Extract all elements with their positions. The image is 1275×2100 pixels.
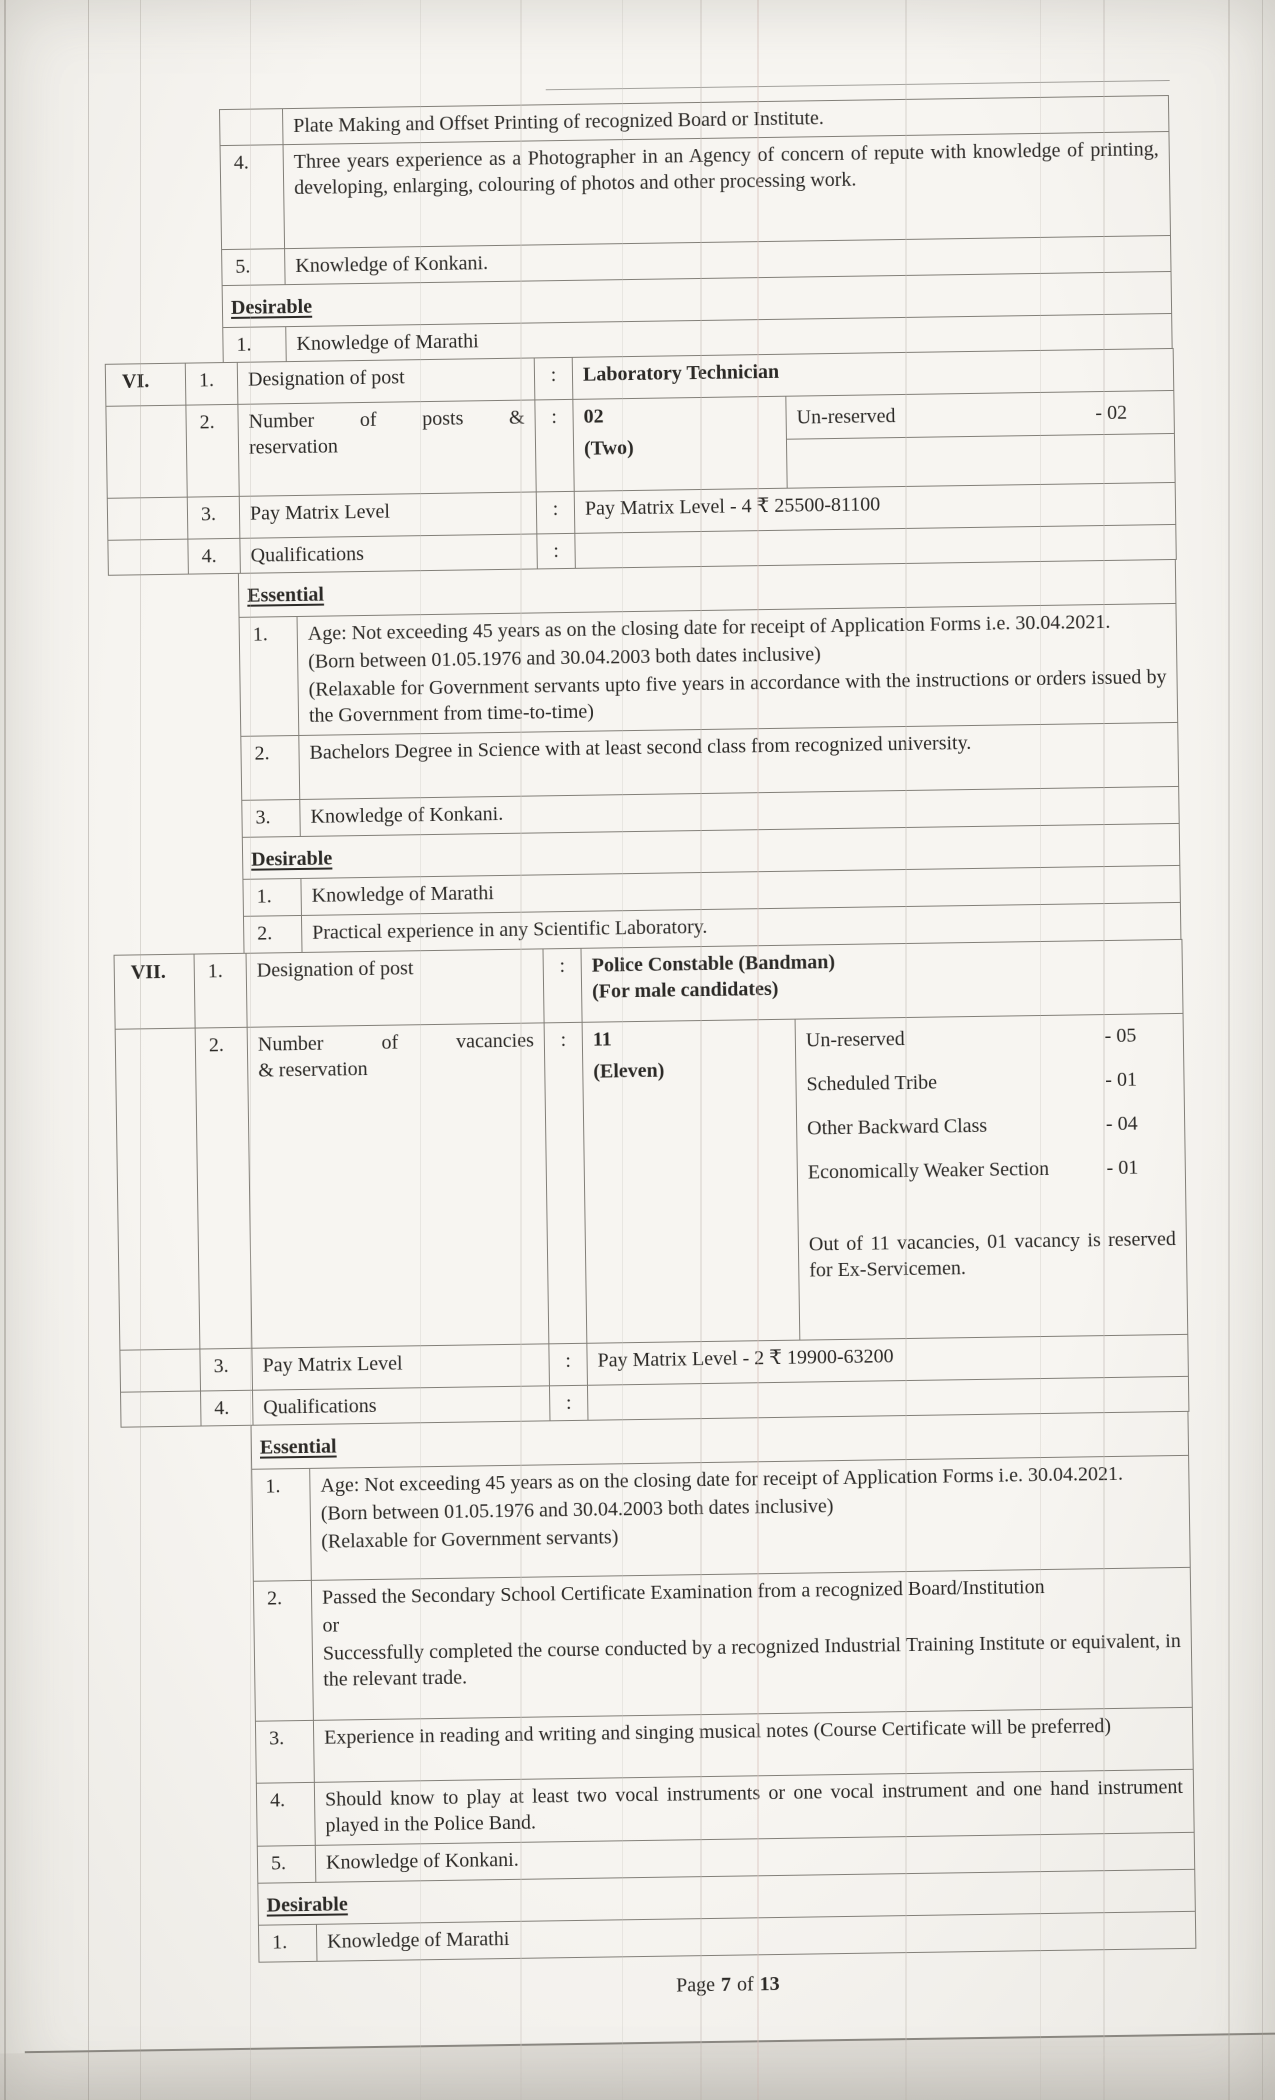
essential-heading: Essential (247, 583, 325, 607)
item-text: Knowledge of Konkani. (285, 235, 1171, 284)
reservation-row (796, 1014, 1184, 1064)
section-vii-table (114, 939, 1190, 1428)
item-text: Three years experience as a Photographer in an Agency of concern of repute with knowledge of printing, developing, enlarging, colouring of photos and other processing work. (283, 132, 1170, 249)
item-paragraph: (Relaxable for Government servants) (321, 1526, 619, 1553)
row-number-cell: 1. (185, 362, 238, 405)
colon-cell: : (543, 948, 582, 1023)
item-number-cell: 4. (256, 1782, 315, 1846)
reservation-row (786, 391, 1174, 439)
item-paragraph: Age: Not exceeding 45 years as on the closing date for receipt of Application Forms i.e. 30.04.2021. (320, 1462, 1124, 1497)
item-paragraph: Passed the Secondary School Certificate Examination from a recognized Board/Institution (321, 1576, 1045, 1609)
reservation-count: - 01 (1105, 1068, 1138, 1092)
item-text (310, 1455, 1191, 1580)
section-vi-table (105, 348, 1177, 576)
item-paragraph: Practical experience in any Scientific Laboratory. (312, 915, 708, 944)
posts-count-words: (Eleven) (593, 1059, 665, 1083)
footer-word-page: Page (675, 1973, 716, 1997)
item-number-cell: 1. (258, 1924, 317, 1962)
item-number-cell: 2. (241, 735, 300, 800)
reservation-row (796, 1058, 1184, 1108)
reservation-name: Other Backward Class (807, 1114, 988, 1140)
item-number-cell: 1. (223, 327, 287, 363)
item-paragraph: Bachelors Degree in Science with at least second class from recognized university. (309, 732, 972, 764)
desirable-heading: Desirable (230, 295, 313, 319)
colon-cell: : (534, 357, 573, 400)
colon-cell: : (536, 491, 575, 534)
item-number-cell: 5. (257, 1845, 316, 1883)
row-label: Pay Matrix Level (252, 1344, 550, 1390)
reservation-cell (786, 390, 1175, 488)
item-number-cell: 5. (222, 249, 286, 286)
section-roman-cell (121, 1391, 202, 1427)
row-number-cell: 3. (187, 496, 240, 539)
section-roman-cell (107, 497, 188, 540)
designation-value (581, 939, 1183, 1022)
row-label: Qualifications (240, 534, 537, 573)
item-paragraph: Knowledge of Marathi (327, 1927, 510, 1953)
row-label: Qualifications (253, 1386, 550, 1425)
desirable-heading: Desirable (266, 1893, 348, 1917)
table-row (252, 1455, 1191, 1581)
section-roman-cell: VI. (105, 363, 186, 406)
reservation-table (796, 1014, 1188, 1340)
reservation-note-row (799, 1218, 1188, 1340)
item-paragraph: Knowledge of Marathi (311, 882, 494, 907)
pay-value: Pay Matrix Level - 2 ₹ 19900-63200 (587, 1334, 1189, 1385)
row-number-cell: 4. (201, 1390, 254, 1426)
item-number-cell: 1. (239, 616, 299, 736)
item-paragraph: Knowledge of Konkani. (310, 802, 504, 828)
colon-cell: : (549, 1343, 588, 1386)
posts-count-value (582, 1019, 800, 1343)
reservation-cell (795, 1013, 1188, 1340)
table-row (220, 132, 1170, 250)
section-roman-cell: VII. (114, 954, 195, 1029)
colon-cell: : (544, 1022, 587, 1344)
ex-servicemen-note: Out of 11 vacancies, 01 vacancy is reserved for Ex-Servicemen. (808, 1228, 1177, 1282)
footer-word-of: of (736, 1973, 754, 1996)
item-paragraph: (Born between 01.05.1976 and 30.04.2003 both dates inclusive) (320, 1495, 834, 1525)
reservation-count: - 04 (1105, 1112, 1138, 1136)
row-label (247, 1023, 549, 1348)
row-label: Designation of post (246, 949, 544, 1027)
desirable-heading: Desirable (250, 847, 333, 871)
reservation-name: Un-reserved (805, 1028, 905, 1052)
row-label: Pay Matrix Level (239, 492, 537, 538)
row-number-cell: 3. (200, 1348, 253, 1391)
item-text: Knowledge of Marathi (286, 313, 1172, 361)
section-vi-qualifications-table (238, 559, 1182, 954)
table-row (253, 1567, 1192, 1721)
scan-artifact-line (546, 80, 1170, 90)
table-row (106, 390, 1175, 498)
posts-count-words: (Two) (583, 436, 634, 460)
continuation-table (219, 95, 1173, 363)
row-label-line: reservation (248, 435, 339, 459)
scanner-bed-shadow (0, 2034, 1275, 2100)
item-paragraph: (Relaxable for Government servants upto five years in accordance with the instructions or orders issued by the Government from time-to-time) (308, 666, 1167, 727)
row-label-line: & reservation (258, 1057, 368, 1082)
row-label-line: Number of vacancies (257, 1029, 535, 1056)
row-number-cell: 2. (195, 1027, 252, 1349)
reservation-name: Un-reserved (796, 405, 896, 429)
reservation-row (798, 1146, 1186, 1224)
item-paragraph: Should know to play at least two vocal instruments or one vocal instrument and one hand instrument played in the Police Band. (324, 1775, 1184, 1837)
designation-value: Laboratory Technician (572, 348, 1174, 399)
table-row (239, 603, 1178, 736)
section-roman-cell (120, 1349, 201, 1392)
reservation-count: - 01 (1106, 1156, 1139, 1180)
row-label: Designation of post (237, 358, 535, 404)
colon-cell: : (537, 533, 576, 569)
item-number-cell: 3. (255, 1720, 314, 1783)
section-roman-cell (108, 539, 189, 575)
row-label (238, 400, 536, 496)
item-paragraph: (Born between 01.05.1976 and 30.04.2003 both dates inclusive) (308, 643, 821, 673)
posts-count: 02 (583, 405, 604, 428)
item-number-cell (220, 109, 284, 146)
item-paragraph: Experience in reading and writing and singing musical notes (Course Certificate will be preferred) (324, 1715, 1112, 1749)
row-number-cell: 2. (186, 404, 239, 497)
reservation-name: Scheduled Tribe (806, 1071, 938, 1096)
footer-total-pages: 13 (759, 1972, 780, 1996)
reservation-name: Economically Weaker Section (807, 1157, 1050, 1184)
reservation-row (797, 1102, 1185, 1152)
item-text: Plate Making and Offset Printing of recognized Board or Institute. (282, 96, 1168, 145)
item-text (311, 1567, 1192, 1720)
posts-count: 11 (592, 1028, 612, 1051)
section-roman-cell (115, 1028, 200, 1350)
item-number-cell: 2. (253, 1580, 313, 1721)
essential-heading: Essential (259, 1435, 337, 1459)
row-number-cell: 4. (188, 538, 241, 574)
colon-cell: : (535, 399, 574, 492)
item-text (297, 603, 1178, 735)
table-row (115, 1013, 1188, 1350)
row-label-line: Number of posts & (248, 406, 525, 433)
posts-count-value (573, 396, 787, 491)
page-footer (259, 1967, 1197, 2004)
item-number-cell: 2. (243, 915, 302, 953)
item-number-cell: 1. (252, 1468, 312, 1581)
section-roman-cell (106, 405, 187, 498)
designation-line: (For male candidates) (591, 977, 779, 1003)
section-vii-qualifications-table (251, 1411, 1197, 1963)
row-number-cell: 1. (194, 953, 247, 1028)
item-number-cell: 3. (242, 799, 301, 837)
reservation-count: - 05 (1104, 1024, 1137, 1048)
pay-value: Pay Matrix Level - 4 ₹ 25500-81100 (574, 482, 1176, 533)
reservation-table (786, 391, 1174, 440)
item-paragraph: Age: Not exceeding 45 years as on the closing date for receipt of Application Forms i.e. 30.04.2021. (307, 610, 1111, 645)
item-paragraph: Knowledge of Konkani. (325, 1848, 519, 1874)
item-paragraph: Successfully completed the course conducted by a recognized Industrial Training Institute or equivalent, in the relevant trade. (322, 1629, 1181, 1691)
colon-cell: : (549, 1385, 588, 1421)
reservation-count: - 02 (1095, 401, 1128, 425)
designation-line: Police Constable (Bandman) (591, 951, 836, 977)
item-paragraph: or (322, 1614, 340, 1637)
item-number-cell: 4. (220, 145, 285, 250)
item-number-cell: 1. (243, 878, 302, 916)
footer-page-number: 7 (720, 1973, 732, 1996)
